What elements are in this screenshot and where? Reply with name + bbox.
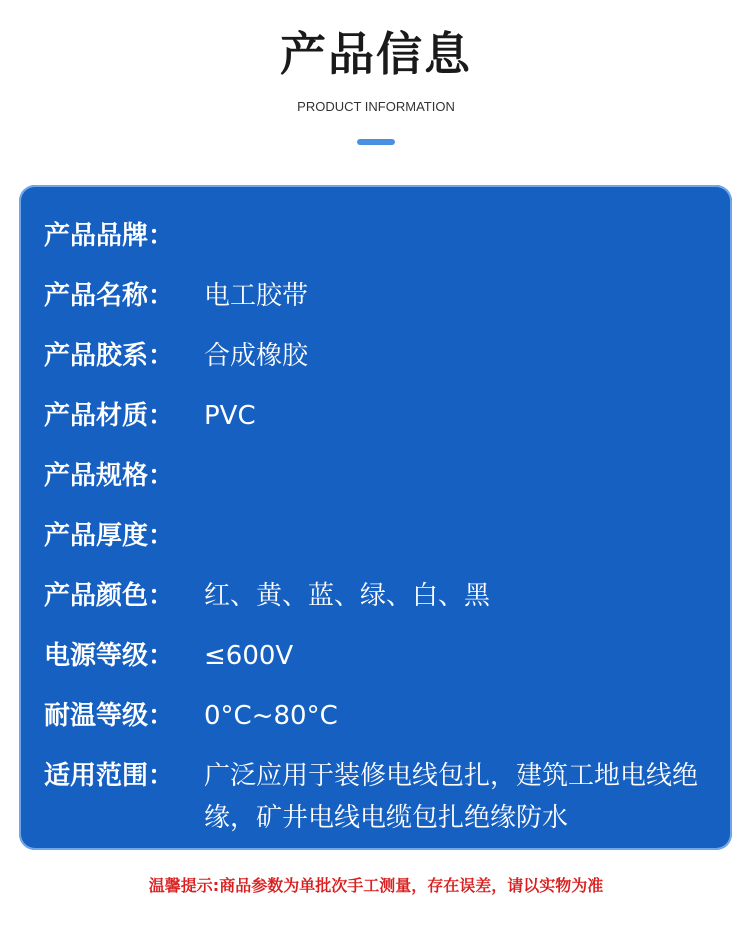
spec-label: 产品材质：: [44, 401, 175, 431]
spec-row-brand: [44, 215, 724, 257]
spec-row-name: [44, 275, 724, 317]
spec-value: PVC: [204, 401, 256, 431]
spec-value: 合成橡胶: [204, 341, 309, 371]
spec-value: ≤600V: [204, 641, 294, 671]
spec-label: 产品名称：: [44, 281, 175, 311]
spec-row-thickness: [44, 515, 724, 557]
spec-value: 电工胶带: [204, 281, 309, 311]
spec-row-voltage: [44, 635, 724, 677]
spec-value: 红、黄、蓝、绿、白、黑: [204, 581, 491, 611]
spec-row-material: [44, 395, 724, 437]
spec-row-usage: [44, 755, 724, 839]
spec-value: 广泛应用于装修电线包扎，建筑工地电线绝缘，矿井电线电缆包扎绝缘防水: [204, 761, 699, 833]
spec-row-size: [44, 455, 724, 497]
page-title: 产品信息: [280, 27, 472, 81]
spec-label: 产品胶系：: [44, 341, 175, 371]
disclaimer-note: 温馨提示:商品参数为单批次手工测量，存在误差，请以实物为准: [148, 876, 604, 895]
spec-label: 产品品牌：: [44, 221, 175, 251]
spec-value: 0°C~80°C: [204, 701, 338, 731]
title-accent-bar: [357, 139, 395, 145]
spec-row-adhesive: [44, 335, 724, 377]
spec-row-colors: [44, 575, 724, 617]
spec-label: 产品颜色：: [44, 581, 175, 611]
spec-card: [19, 185, 732, 850]
spec-label: 耐温等级：: [44, 701, 175, 731]
spec-label: 适用范围：: [44, 761, 175, 791]
page-subtitle: PRODUCT INFORMATION: [297, 99, 455, 114]
spec-label: 产品厚度：: [44, 521, 175, 551]
spec-row-temperature: [44, 695, 724, 737]
spec-label: 产品规格：: [44, 461, 175, 491]
spec-label: 电源等级：: [44, 641, 175, 671]
